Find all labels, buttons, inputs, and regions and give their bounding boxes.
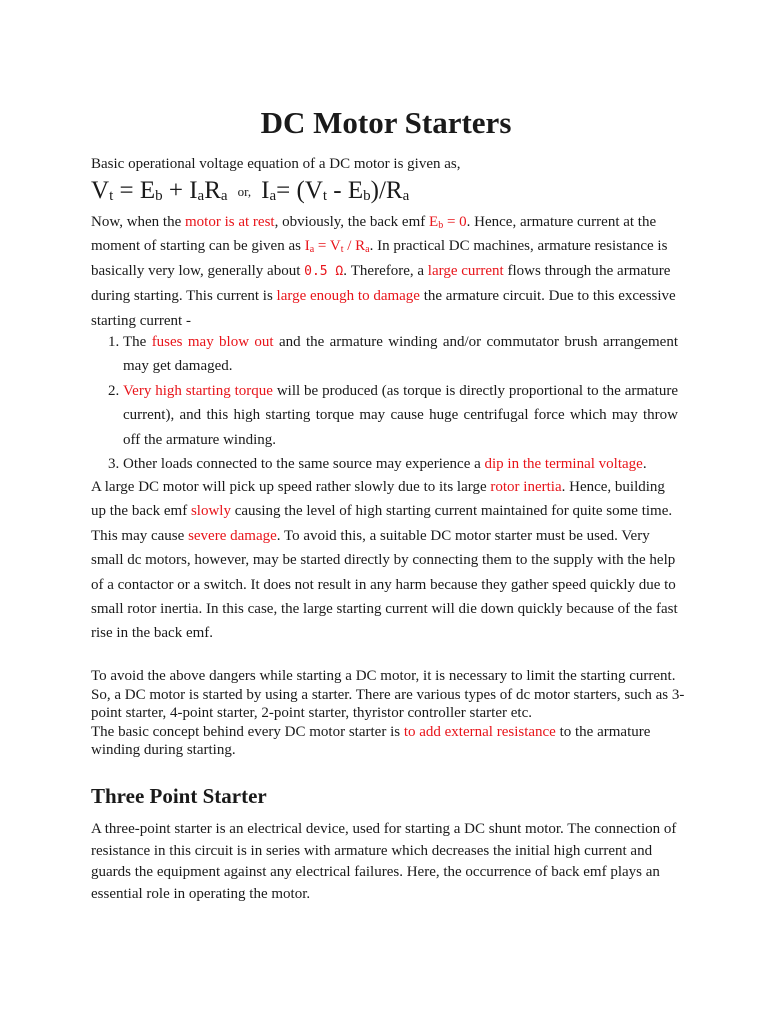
list-item [123,379,678,452]
eq-v: V [91,177,110,204]
subscript: a [309,244,315,256]
text-run: To avoid the above dangers while starting a DC motor, it is necessary to limit the starting current. So, a DC motor is started by using a starter. There are various types of dc motor starters, such as 3-point starter, 4-point starter, 2-point starter, thyristor controller starter etc. [91,668,685,721]
highlight-slowly: slowly [190,503,231,520]
text-run: the armature circuit. Due to this excessive starting current - [91,288,676,329]
highlight-resistance-value: 0.5 Ω [304,263,344,279]
link-dc-machines[interactable]: DC machines [448,238,530,255]
text-run: = 0 [443,214,467,230]
highlight-ia-formula [305,238,370,254]
eq-eb: = E [113,177,156,204]
text-run: and the armature winding and/or commutator brush arrangement may get damaged. [123,334,678,375]
eq-eb2: - E [327,177,364,204]
text-run: flows through the armature during starting. This current is [91,262,671,305]
text-run: . In practical [369,238,449,255]
eq-ra2: )/R [370,177,403,204]
text-run: The [123,334,152,350]
list-item [123,330,678,379]
paragraph-large-motor [91,475,681,646]
eq-sub-t2: t [322,188,328,204]
eq-ia: + I [162,177,198,204]
eq-sub-t: t [109,188,114,204]
eq-sub-a4: a [402,188,410,204]
text-run: A large DC motor will pick up speed rather slowly due to its large [91,479,491,495]
voltage-equation [91,172,409,215]
subscript: a [365,244,370,256]
text-run: causing the level of high starting current maintained for quite some time. This may cause [91,503,673,544]
highlight-rotor-inertia: rotor inertia [490,479,562,495]
text-run: / R [343,238,366,255]
highlight-external-resistance: to add external resistance [403,723,556,740]
highlight-terminal-voltage: dip in the terminal voltage [484,456,643,473]
eq-sub-a3: a [269,188,277,204]
section-heading: Three Point Starter [91,784,267,808]
text-run: Other loads connected to the same source may experience a [123,456,485,473]
highlight-motor-at-rest: motor is at rest [185,214,275,230]
text-run: E [429,214,439,230]
highlight-starting-torque: Very high starting torque [123,382,273,399]
text-run: Now, when the [91,214,186,230]
intro-text: Basic operational voltage equation of a DC motor is given as, [91,156,461,172]
highlight-severe-damage: severe damage [188,527,277,544]
text-run: to the armature winding during starting. [91,723,651,758]
text-run: , armature resistance is basically very low, generally about [91,238,668,279]
consequences-list [91,330,678,476]
highlight-fuses: fuses may blow out [151,334,274,350]
eq-or: or, [237,184,252,199]
subscript: t [340,244,344,256]
eq-vt: = (V [276,177,323,204]
text-run: . Hence, building up the back emf [91,479,665,520]
page-title: DC Motor Starters [260,105,512,140]
text-run: . To avoid this, a suitable DC motor starter must be used. Very small dc motors, however, may be started directly by connecting them to the supply with the help of a contactor or a switch. It does not result in any harm because they gather speed quickly due to small rotor inertia. In this case, the large starting current will die down quickly because of the fast rise in the back emf. [91,527,678,642]
eq-sub-b: b [155,188,163,204]
highlight-large-current: large current [427,262,504,279]
highlight-large-enough-to-damage: large enough to damage [276,288,420,305]
text-run: I [304,238,310,255]
text-run: The basic concept behind every DC motor starter is [91,723,404,740]
list-item [123,452,678,476]
highlight-eb-zero [429,214,467,230]
eq-sub-a2: a [220,188,228,204]
text-run: = V [314,238,341,255]
text-run: . [642,456,647,473]
paragraph-armature-current [91,210,681,333]
text-run: . Hence, armature current at the moment of starting can be given as [91,214,657,255]
paragraph-starter-types [91,667,686,760]
subscript: b [438,220,444,231]
eq-sub-b2: b [363,188,371,204]
eq-sub-a1: a [197,188,205,204]
text-run: will be produced (as torque is directly proportional to the armature current), and this high starting torque may cause huge centrifugal force which may throw off the armature winding. [123,382,679,448]
text-run: , obviously, the back emf [274,214,430,230]
eq-ia-lhs: I [261,177,270,204]
eq-ra: R [204,177,221,204]
paragraph-three-point-starter: A three-point starter is an electrical device, used for starting a DC shunt motor. The connection of resistance in this circuit is in series with armature which decreases the initial high current and guards the equipment against any electrical failures. Here, the occurrence of back emf plays an essential role in operating the motor. [91,821,677,902]
text-run: . Therefore, a [343,262,428,279]
